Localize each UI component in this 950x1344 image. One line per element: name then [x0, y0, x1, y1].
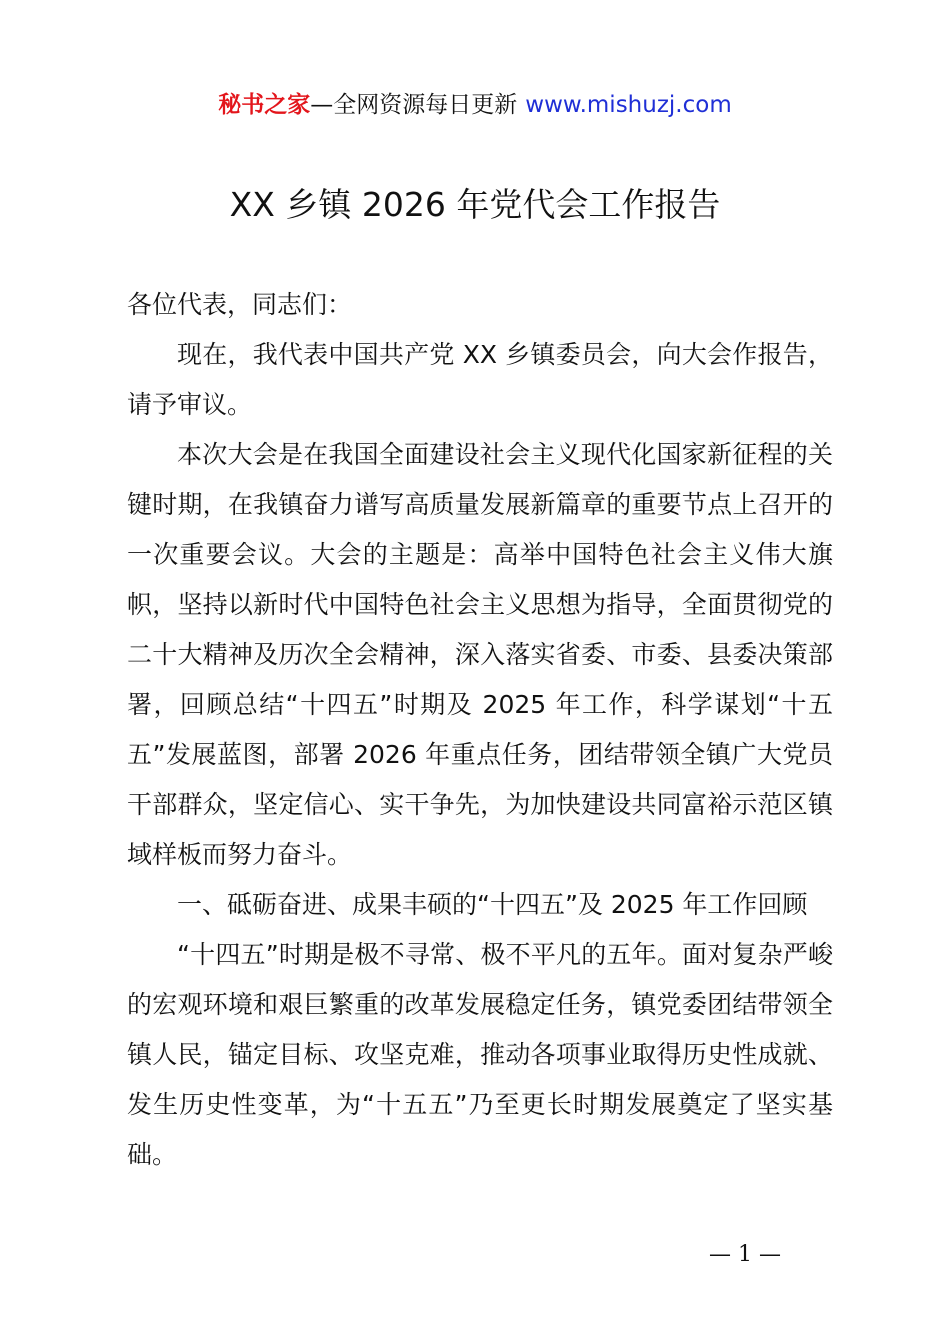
page-number: — 1 — — [709, 1242, 781, 1267]
salutation: 各位代表，同志们： — [127, 290, 353, 319]
paragraph-2: 本次大会是在我国全面建设社会主义现代化国家新征程的关键时期，在我镇奋力谱写高质量发展新篇章的重要节点上召开的一次重要会议。大会的主题是：高举中国特色社会主义伟大旗帜，坚持以新时代中国特色社会主义思想为指导，全面贯彻党的二十大精神及历次全会精神，深入落实省委、市委、县委决策部署，回顾总结“十四五”时期及 2025 年工作，科学谋划“十五五”发展蓝图，部署 2026 年重点任务，团结带领全镇广大党员干部群众，坚定信心、实干争先，为加快建设共同富裕示范区镇域样板而努力奋斗。 — [127, 440, 833, 869]
section-heading: 一、砥砺奋进、成果丰硕的“十四五”及 2025 年工作回顾 — [177, 890, 808, 919]
site-header — [0, 88, 950, 122]
document-body — [127, 280, 833, 1180]
site-slogan: —全网资源每日更新 — [310, 92, 518, 118]
document-title: XX 乡镇 2026 年党代会工作报告 — [229, 185, 721, 224]
section-paragraph: “十四五”时期是极不寻常、极不平凡的五年。面对复杂严峻的宏观环境和艰巨繁重的改革发展稳定任务，镇党委团结带领全镇人民，锚定目标、攻坚克难，推动各项事业取得历史性成就、发生历史性变革，为“十五五”乃至更长时期发展奠定了坚实基础。 — [127, 940, 833, 1169]
site-url-link[interactable]: www.mishuzj.com — [525, 92, 732, 118]
site-brand: 秘书之家 — [218, 92, 311, 118]
paragraph-1: 现在，我代表中国共产党 XX 乡镇委员会，向大会作报告，请予审议。 — [127, 340, 833, 419]
